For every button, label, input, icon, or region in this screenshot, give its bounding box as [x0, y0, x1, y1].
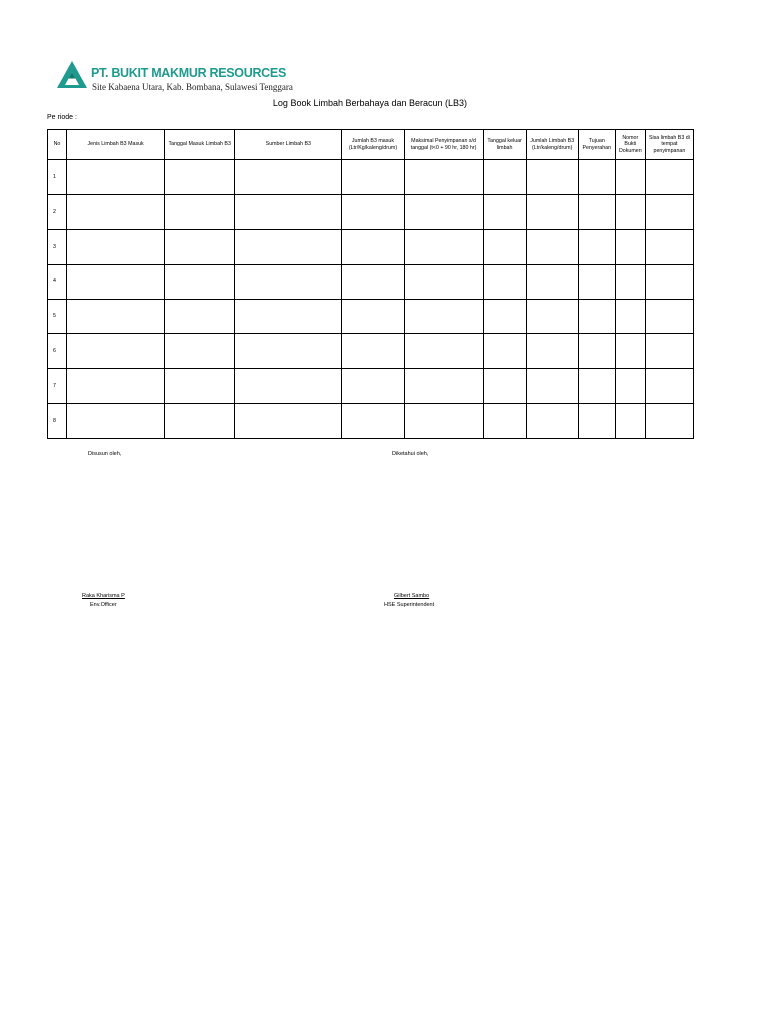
column-header: Jenis Limbah B3 Masuk: [67, 130, 165, 160]
table-cell: [645, 194, 693, 229]
table-cell: [67, 369, 165, 404]
prepared-by-name: [82, 593, 125, 599]
table-cell: [615, 194, 645, 229]
table-cell: [235, 334, 342, 369]
row-number: 7: [48, 369, 67, 404]
table-cell: [483, 160, 526, 195]
table-cell: [615, 334, 645, 369]
row-number: 2: [48, 194, 67, 229]
table-cell: [67, 264, 165, 299]
table-cell: [578, 299, 615, 334]
table-cell: [404, 404, 483, 439]
table-row: [48, 229, 694, 264]
table-cell: [526, 369, 578, 404]
table-cell: [578, 369, 615, 404]
table-cell: [483, 299, 526, 334]
table-cell: [615, 264, 645, 299]
table-row: [48, 404, 694, 439]
row-number: 3: [48, 229, 67, 264]
column-header: Tanggal Masuk Limbah B3: [165, 130, 235, 160]
table-cell: [645, 299, 693, 334]
table-cell: [67, 229, 165, 264]
row-number: 8: [48, 404, 67, 439]
table-cell: [165, 264, 235, 299]
acknowledged-by-name-text: Gilbert Sambo: [394, 593, 430, 599]
table-cell: [526, 334, 578, 369]
table-cell: [578, 264, 615, 299]
table-cell: [342, 334, 404, 369]
company-logo-icon: [56, 60, 88, 92]
table-cell: [342, 229, 404, 264]
row-number: 4: [48, 264, 67, 299]
table-cell: [404, 160, 483, 195]
table-row: [48, 299, 694, 334]
column-header: Tujuan Penyerahan: [578, 130, 615, 160]
table-cell: [526, 299, 578, 334]
table-cell: [235, 194, 342, 229]
table-header-row: [48, 130, 694, 160]
table-cell: [615, 229, 645, 264]
document-title: Log Book Limbah Berbahaya dan Beracun (LB3): [272, 98, 468, 108]
column-header: Maksimal Penyimpanan s/d tanggal (t<0 + 90 hr, 180 hr): [404, 130, 483, 160]
table-cell: [645, 369, 693, 404]
prepared-by-name-text: Raka Kharisma P: [82, 593, 125, 599]
table-cell: [342, 160, 404, 195]
table-cell: [404, 229, 483, 264]
row-number: 5: [48, 299, 67, 334]
table-cell: [165, 334, 235, 369]
table-row: [48, 334, 694, 369]
table-cell: [483, 334, 526, 369]
table-cell: [235, 160, 342, 195]
table-row: [48, 160, 694, 195]
acknowledged-by-label: Diketahui oleh,: [392, 451, 429, 457]
column-header: Sisa limbah B3 di tempat penyimpanan: [645, 130, 693, 160]
table-cell: [165, 404, 235, 439]
table-cell: [526, 160, 578, 195]
table-cell: [404, 264, 483, 299]
column-header: Jumlah Limbah B3 (Ltr/kaleng/drum): [526, 130, 578, 160]
table-cell: [165, 194, 235, 229]
table-cell: [342, 369, 404, 404]
table-cell: [645, 160, 693, 195]
table-row: [48, 194, 694, 229]
table-cell: [165, 229, 235, 264]
table-cell: [483, 264, 526, 299]
column-header: Tanggal keluar limbah: [483, 130, 526, 160]
table-cell: [615, 404, 645, 439]
table-row: [48, 369, 694, 404]
row-number: 1: [48, 160, 67, 195]
table-cell: [404, 194, 483, 229]
column-header: Jumlah B3 masuk (Ltr/Kg/kaleng/drum): [342, 130, 404, 160]
table-cell: [342, 264, 404, 299]
table-cell: [578, 160, 615, 195]
table-cell: [645, 264, 693, 299]
prepared-by-position: Env.Officer: [90, 602, 117, 608]
table-cell: [615, 369, 645, 404]
table-cell: [67, 160, 165, 195]
column-header: No: [48, 130, 67, 160]
periode-label: Pe riode :: [47, 114, 77, 121]
table-cell: [235, 369, 342, 404]
table-row: [48, 264, 694, 299]
table-cell: [165, 160, 235, 195]
table-cell: [615, 299, 645, 334]
log-table: [47, 129, 694, 439]
column-header: Sumber Limbah B3: [235, 130, 342, 160]
table-cell: [578, 229, 615, 264]
acknowledged-by-name: [394, 593, 429, 599]
table-cell: [645, 334, 693, 369]
table-cell: [483, 404, 526, 439]
table-cell: [165, 299, 235, 334]
table-cell: [235, 299, 342, 334]
company-name: PT. BUKIT MAKMUR RESOURCES: [91, 66, 286, 80]
acknowledged-by-position: HSE Superintendent: [384, 602, 435, 608]
table-cell: [404, 334, 483, 369]
table-cell: [342, 299, 404, 334]
table-cell: [578, 194, 615, 229]
table-cell: [67, 194, 165, 229]
table-cell: [483, 194, 526, 229]
table-cell: [404, 299, 483, 334]
table-cell: [235, 229, 342, 264]
table-cell: [645, 229, 693, 264]
table-cell: [526, 404, 578, 439]
table-cell: [235, 264, 342, 299]
table-cell: [67, 299, 165, 334]
row-number: 6: [48, 334, 67, 369]
table-cell: [615, 160, 645, 195]
table-cell: [165, 369, 235, 404]
table-cell: [526, 264, 578, 299]
table-cell: [235, 404, 342, 439]
table-cell: [578, 404, 615, 439]
table-cell: [526, 229, 578, 264]
table-cell: [404, 369, 483, 404]
table-cell: [483, 369, 526, 404]
table-cell: [578, 334, 615, 369]
table-cell: [342, 404, 404, 439]
table-cell: [645, 404, 693, 439]
table-cell: [483, 229, 526, 264]
column-header: Nomor Bukti Dokumen: [615, 130, 645, 160]
table-cell: [67, 334, 165, 369]
company-site: Site Kabaena Utara, Kab. Bombana, Sulawesi Tenggara: [92, 82, 293, 92]
table-cell: [526, 194, 578, 229]
table-cell: [67, 404, 165, 439]
table-cell: [342, 194, 404, 229]
prepared-by-label: Disusun oleh,: [88, 451, 122, 457]
